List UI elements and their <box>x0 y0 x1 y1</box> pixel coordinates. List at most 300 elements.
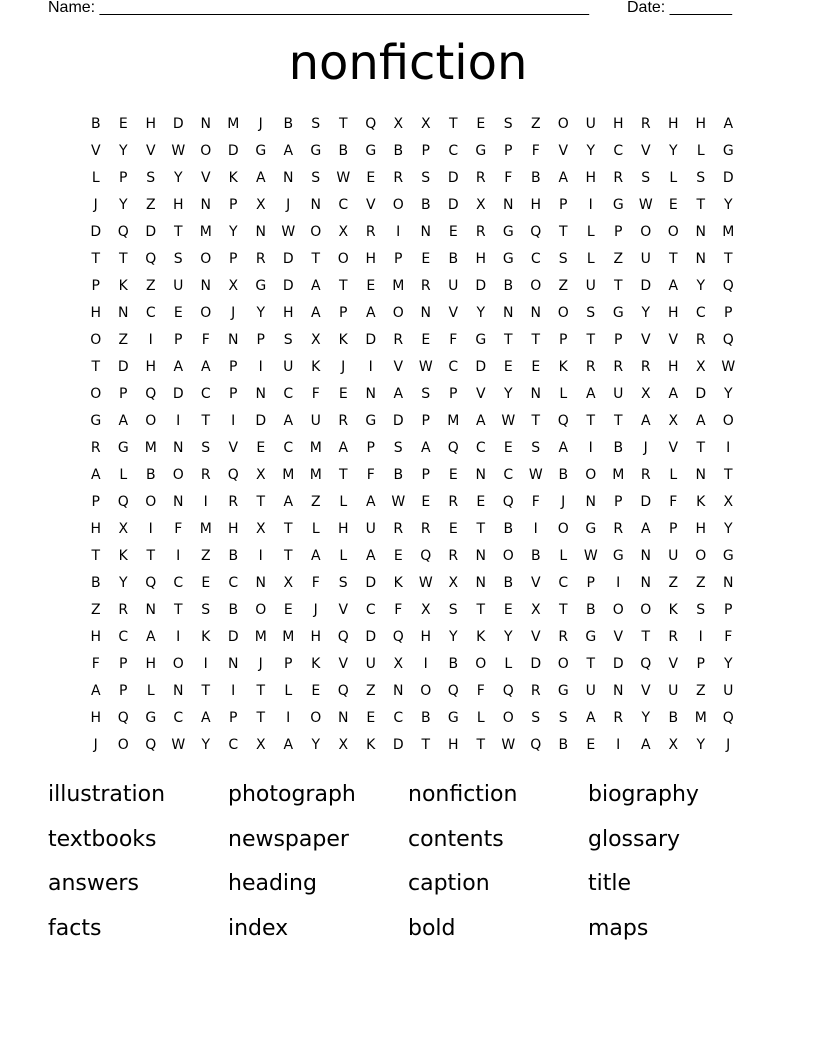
grid-letter: P <box>614 332 623 348</box>
grid-row <box>82 411 743 438</box>
grid-letter: Y <box>173 170 183 186</box>
grid-letter: T <box>338 278 348 294</box>
grid-letter: Z <box>90 602 101 618</box>
grid-letter: O <box>557 656 569 672</box>
grid-letter: T <box>256 710 266 726</box>
grid-letter: L <box>311 521 320 537</box>
grid-letter: W <box>418 575 433 591</box>
grid-letter: N <box>200 278 211 294</box>
grid-letter: F <box>366 467 375 483</box>
grid-letter: J <box>313 602 318 618</box>
grid-letter: C <box>200 386 211 402</box>
grid-letter: M <box>309 467 322 483</box>
grid-letter: Q <box>530 737 542 753</box>
grid-letter: W <box>583 548 598 564</box>
grid-letter: N <box>585 494 596 510</box>
grid-letter: I <box>203 494 208 510</box>
grid-letter: Z <box>310 494 321 510</box>
grid-letter: F <box>724 629 733 645</box>
grid-letter: O <box>585 467 597 483</box>
grid-row <box>82 465 743 492</box>
grid-letter: C <box>283 440 294 456</box>
grid-letter: R <box>558 629 569 645</box>
grid-letter: U <box>365 521 376 537</box>
grid-letter: R <box>613 359 624 375</box>
grid-letter: N <box>228 656 239 672</box>
grid-letter: N <box>640 548 651 564</box>
grid-letter: Q <box>337 683 349 699</box>
grid-letter: D <box>447 197 459 213</box>
grid-letter: S <box>201 602 211 618</box>
grid-letter: T <box>311 251 321 267</box>
grid-letter: X <box>530 602 541 618</box>
grid-letter: C <box>118 629 129 645</box>
grid-row <box>82 195 743 222</box>
grid-letter: Y <box>723 386 733 402</box>
grid-letter: N <box>723 575 734 591</box>
grid-letter: O <box>392 197 404 213</box>
grid-letter: T <box>173 602 183 618</box>
grid-letter: H <box>310 629 322 645</box>
grid-letter: S <box>448 602 458 618</box>
grid-letter: D <box>365 332 377 348</box>
grid-letter: P <box>724 602 733 618</box>
grid-letter: P <box>449 386 458 402</box>
grid-letter: A <box>118 413 129 429</box>
grid-letter: M <box>447 413 460 429</box>
grid-letter: U <box>173 278 184 294</box>
grid-letter: D <box>172 116 184 132</box>
grid-letter: M <box>392 278 405 294</box>
grid-letter: A <box>90 683 101 699</box>
grid-letter: W <box>171 737 186 753</box>
grid-letter: G <box>557 683 569 699</box>
grid-letter: H <box>282 305 294 321</box>
grid-letter: H <box>90 521 102 537</box>
grid-letter: I <box>258 359 263 375</box>
grid-letter: N <box>475 467 486 483</box>
grid-letter: P <box>119 386 128 402</box>
grid-letter: L <box>339 548 348 564</box>
grid-letter: V <box>530 629 541 645</box>
grid-letter: M <box>612 467 625 483</box>
grid-letter: J <box>93 197 98 213</box>
grid-letter: X <box>228 278 239 294</box>
grid-letter: S <box>201 440 211 456</box>
word-list-item: nonfiction <box>408 782 518 807</box>
grid-letter: B <box>530 170 541 186</box>
grid-letter: K <box>201 629 211 645</box>
grid-letter: E <box>668 197 678 213</box>
grid-letter: T <box>256 683 266 699</box>
grid-letter: X <box>475 197 486 213</box>
grid-letter: D <box>255 413 267 429</box>
grid-letter: Y <box>256 305 266 321</box>
grid-letter: C <box>613 143 624 159</box>
grid-letter: D <box>227 629 239 645</box>
grid-letter: A <box>145 629 156 645</box>
grid-letter: Z <box>530 116 541 132</box>
grid-letter: Y <box>586 143 596 159</box>
grid-letter: C <box>228 575 239 591</box>
grid-letter: W <box>501 413 516 429</box>
grid-letter: F <box>311 386 320 402</box>
grid-letter: T <box>641 629 651 645</box>
grid-letter: B <box>558 737 569 753</box>
grid-letter: M <box>282 467 295 483</box>
word-list-item: index <box>228 915 289 941</box>
grid-letter: I <box>231 683 236 699</box>
grid-letter: T <box>476 521 486 537</box>
grid-letter: G <box>255 278 267 294</box>
grid-letter: A <box>558 170 569 186</box>
grid-letter: G <box>475 143 487 159</box>
grid-letter: G <box>612 548 624 564</box>
grid-letter: O <box>420 683 432 699</box>
grid-letter: S <box>311 116 321 132</box>
grid-letter: B <box>558 467 569 483</box>
grid-row <box>82 114 743 141</box>
grid-letter: B <box>90 575 101 591</box>
grid-letter: E <box>421 494 431 510</box>
grid-letter: C <box>173 710 184 726</box>
grid-letter: O <box>145 413 157 429</box>
grid-letter: T <box>448 116 458 132</box>
grid-letter: Y <box>723 656 733 672</box>
grid-letter: O <box>695 548 707 564</box>
grid-letter: A <box>90 467 101 483</box>
grid-letter: O <box>557 521 569 537</box>
grid-row <box>82 249 743 276</box>
grid-letter: I <box>533 521 538 537</box>
grid-letter: R <box>448 494 459 510</box>
grid-letter: K <box>338 332 348 348</box>
grid-letter: G <box>612 305 624 321</box>
grid-letter: D <box>172 386 184 402</box>
grid-letter: X <box>420 116 431 132</box>
grid-letter: M <box>694 710 707 726</box>
grid-letter: P <box>119 170 128 186</box>
grid-letter: U <box>585 116 596 132</box>
grid-letter: E <box>173 305 183 321</box>
grid-letter: A <box>640 413 651 429</box>
grid-letter: S <box>503 116 513 132</box>
grid-row <box>82 330 743 357</box>
grid-letter: I <box>726 440 731 456</box>
grid-letter: N <box>503 197 514 213</box>
grid-letter: Q <box>557 413 569 429</box>
grid-letter: F <box>91 656 100 672</box>
grid-letter: A <box>585 710 596 726</box>
grid-letter: Q <box>502 683 514 699</box>
grid-letter: E <box>503 602 513 618</box>
grid-letter: N <box>173 494 184 510</box>
grid-letter: I <box>176 548 181 564</box>
grid-letter: Y <box>696 278 706 294</box>
grid-letter: T <box>586 656 596 672</box>
grid-letter: T <box>613 278 623 294</box>
grid-letter: A <box>200 710 211 726</box>
grid-letter: I <box>203 656 208 672</box>
grid-letter: I <box>148 521 153 537</box>
grid-letter: K <box>118 278 128 294</box>
grid-letter: O <box>722 413 734 429</box>
grid-letter: Q <box>530 224 542 240</box>
date-field: Date: _______ <box>627 0 732 16</box>
grid-letter: A <box>723 116 734 132</box>
grid-letter: Y <box>201 737 211 753</box>
grid-row <box>82 627 743 654</box>
grid-letter: A <box>365 305 376 321</box>
grid-letter: C <box>145 305 156 321</box>
grid-letter: I <box>286 710 291 726</box>
grid-letter: C <box>475 440 486 456</box>
grid-letter: C <box>530 251 541 267</box>
grid-letter: X <box>255 737 266 753</box>
grid-letter: V <box>90 143 101 159</box>
grid-letter: S <box>421 170 431 186</box>
grid-letter: W <box>721 359 736 375</box>
grid-letter: S <box>146 170 156 186</box>
grid-letter: B <box>448 251 459 267</box>
grid-letter: U <box>585 683 596 699</box>
word-list-item: photograph <box>228 782 356 807</box>
grid-letter: X <box>255 197 266 213</box>
grid-letter: W <box>418 359 433 375</box>
grid-letter: B <box>420 710 431 726</box>
grid-letter: C <box>558 575 569 591</box>
grid-letter: H <box>145 359 157 375</box>
grid-letter: P <box>366 440 375 456</box>
grid-letter: O <box>310 710 322 726</box>
grid-letter: B <box>668 710 679 726</box>
grid-letter: O <box>667 224 679 240</box>
grid-letter: R <box>338 413 349 429</box>
grid-letter: N <box>255 575 266 591</box>
grid-letter: C <box>228 737 239 753</box>
grid-letter: P <box>421 467 430 483</box>
grid-letter: S <box>696 170 706 186</box>
grid-letter: P <box>559 332 568 348</box>
grid-letter: Q <box>117 224 129 240</box>
grid-letter: E <box>366 278 376 294</box>
grid-letter: Y <box>476 305 486 321</box>
grid-letter: A <box>283 494 294 510</box>
grid-letter: T <box>476 737 486 753</box>
grid-letter: D <box>695 386 707 402</box>
grid-letter: E <box>393 548 403 564</box>
grid-letter: J <box>561 494 566 510</box>
grid-letter: R <box>530 683 541 699</box>
grid-letter: R <box>448 548 459 564</box>
grid-letter: P <box>229 710 238 726</box>
grid-letter: G <box>612 197 624 213</box>
grid-letter: H <box>612 116 624 132</box>
grid-letter: G <box>502 224 514 240</box>
grid-letter: K <box>118 548 128 564</box>
grid-letter: R <box>695 332 706 348</box>
grid-letter: B <box>585 602 596 618</box>
grid-letter: T <box>696 440 706 456</box>
grid-letter: X <box>255 521 266 537</box>
grid-letter: T <box>173 224 183 240</box>
grid-letter: P <box>91 278 100 294</box>
grid-letter: P <box>229 197 238 213</box>
grid-letter: B <box>503 575 514 591</box>
grid-letter: D <box>117 359 129 375</box>
grid-letter: V <box>338 656 349 672</box>
grid-letter: N <box>228 332 239 348</box>
grid-letter: X <box>118 521 129 537</box>
grid-letter: Q <box>420 548 432 564</box>
grid-letter: B <box>613 440 624 456</box>
grid-letter: Q <box>337 629 349 645</box>
grid-letter: Z <box>145 197 156 213</box>
grid-letter: P <box>229 386 238 402</box>
grid-letter: T <box>338 116 348 132</box>
grid-letter: G <box>117 440 129 456</box>
grid-letter: H <box>145 656 157 672</box>
grid-letter: X <box>393 656 404 672</box>
grid-letter: T <box>723 251 733 267</box>
grid-letter: A <box>310 548 321 564</box>
grid-letter: N <box>503 305 514 321</box>
grid-letter: W <box>501 737 516 753</box>
grid-letter: A <box>365 548 376 564</box>
grid-letter: H <box>475 251 487 267</box>
grid-letter: F <box>669 494 678 510</box>
grid-letter: Y <box>311 737 321 753</box>
grid-letter: P <box>586 575 595 591</box>
grid-letter: L <box>476 710 485 726</box>
grid-letter: J <box>341 359 346 375</box>
grid-letter: A <box>585 386 596 402</box>
grid-letter: I <box>176 629 181 645</box>
grid-letter: P <box>256 332 265 348</box>
grid-letter: T <box>558 224 568 240</box>
grid-row <box>82 654 743 681</box>
grid-letter: L <box>669 467 678 483</box>
grid-letter: V <box>640 143 651 159</box>
grid-letter: N <box>613 683 624 699</box>
grid-letter: O <box>90 386 102 402</box>
grid-letter: F <box>174 521 183 537</box>
grid-letter: Y <box>641 710 651 726</box>
grid-letter: H <box>585 170 597 186</box>
grid-letter: T <box>283 548 293 564</box>
grid-letter: V <box>558 143 569 159</box>
grid-letter: Z <box>145 278 156 294</box>
grid-letter: O <box>337 251 349 267</box>
grid-letter: Y <box>503 386 513 402</box>
grid-letter: X <box>448 575 459 591</box>
grid-letter: V <box>145 143 156 159</box>
grid-letter: E <box>283 602 293 618</box>
letter-grid <box>82 114 743 762</box>
word-list-item: maps <box>588 915 649 941</box>
grid-letter: H <box>530 197 542 213</box>
grid-letter: J <box>231 305 236 321</box>
grid-letter: T <box>476 602 486 618</box>
grid-letter: A <box>640 521 651 537</box>
grid-letter: A <box>173 359 184 375</box>
grid-letter: T <box>696 197 706 213</box>
grid-letter: T <box>91 548 101 564</box>
grid-letter: Y <box>668 143 678 159</box>
grid-letter: V <box>338 602 349 618</box>
grid-letter: H <box>447 737 459 753</box>
grid-letter: X <box>668 737 679 753</box>
grid-letter: P <box>724 305 733 321</box>
grid-letter: Y <box>641 305 651 321</box>
grid-letter: Z <box>365 683 376 699</box>
grid-letter: O <box>612 602 624 618</box>
grid-letter: K <box>393 575 403 591</box>
grid-letter: A <box>365 494 376 510</box>
grid-letter: R <box>393 332 404 348</box>
grid-letter: L <box>339 494 348 510</box>
word-list-item: biography <box>588 782 699 807</box>
grid-letter: V <box>668 656 679 672</box>
grid-letter: T <box>586 332 596 348</box>
grid-letter: T <box>146 548 156 564</box>
grid-row <box>82 357 743 384</box>
grid-letter: L <box>559 548 568 564</box>
grid-letter: H <box>667 305 679 321</box>
grid-row <box>82 681 743 708</box>
grid-row <box>82 303 743 330</box>
grid-letter: U <box>613 386 624 402</box>
grid-letter: V <box>613 629 624 645</box>
grid-letter: T <box>91 251 101 267</box>
grid-letter: S <box>531 710 541 726</box>
grid-letter: Y <box>503 629 513 645</box>
grid-letter: L <box>119 467 128 483</box>
grid-letter: E <box>503 359 513 375</box>
grid-letter: H <box>90 305 102 321</box>
grid-letter: H <box>90 710 102 726</box>
grid-letter: W <box>528 467 543 483</box>
grid-letter: M <box>722 224 735 240</box>
grid-letter: P <box>339 305 348 321</box>
grid-letter: P <box>229 359 238 375</box>
grid-letter: H <box>695 116 707 132</box>
grid-letter: Y <box>448 629 458 645</box>
grid-letter: S <box>586 305 596 321</box>
grid-letter: E <box>476 116 486 132</box>
grid-letter: D <box>145 224 157 240</box>
grid-letter: U <box>448 278 459 294</box>
word-list-item: glossary <box>588 826 681 852</box>
grid-row <box>82 384 743 411</box>
grid-letter: G <box>365 413 377 429</box>
grid-letter: H <box>420 629 432 645</box>
grid-letter: R <box>613 170 624 186</box>
grid-letter: E <box>256 440 266 456</box>
grid-row <box>82 276 743 303</box>
word-list-item: bold <box>408 915 456 941</box>
grid-letter: O <box>117 737 129 753</box>
grid-letter: V <box>200 170 211 186</box>
grid-letter: A <box>668 386 679 402</box>
grid-letter: G <box>255 143 267 159</box>
grid-letter: E <box>503 440 513 456</box>
word-list <box>48 778 768 956</box>
grid-row <box>82 492 743 519</box>
grid-letter: W <box>336 170 351 186</box>
grid-letter: Y <box>723 521 733 537</box>
grid-letter: V <box>530 575 541 591</box>
